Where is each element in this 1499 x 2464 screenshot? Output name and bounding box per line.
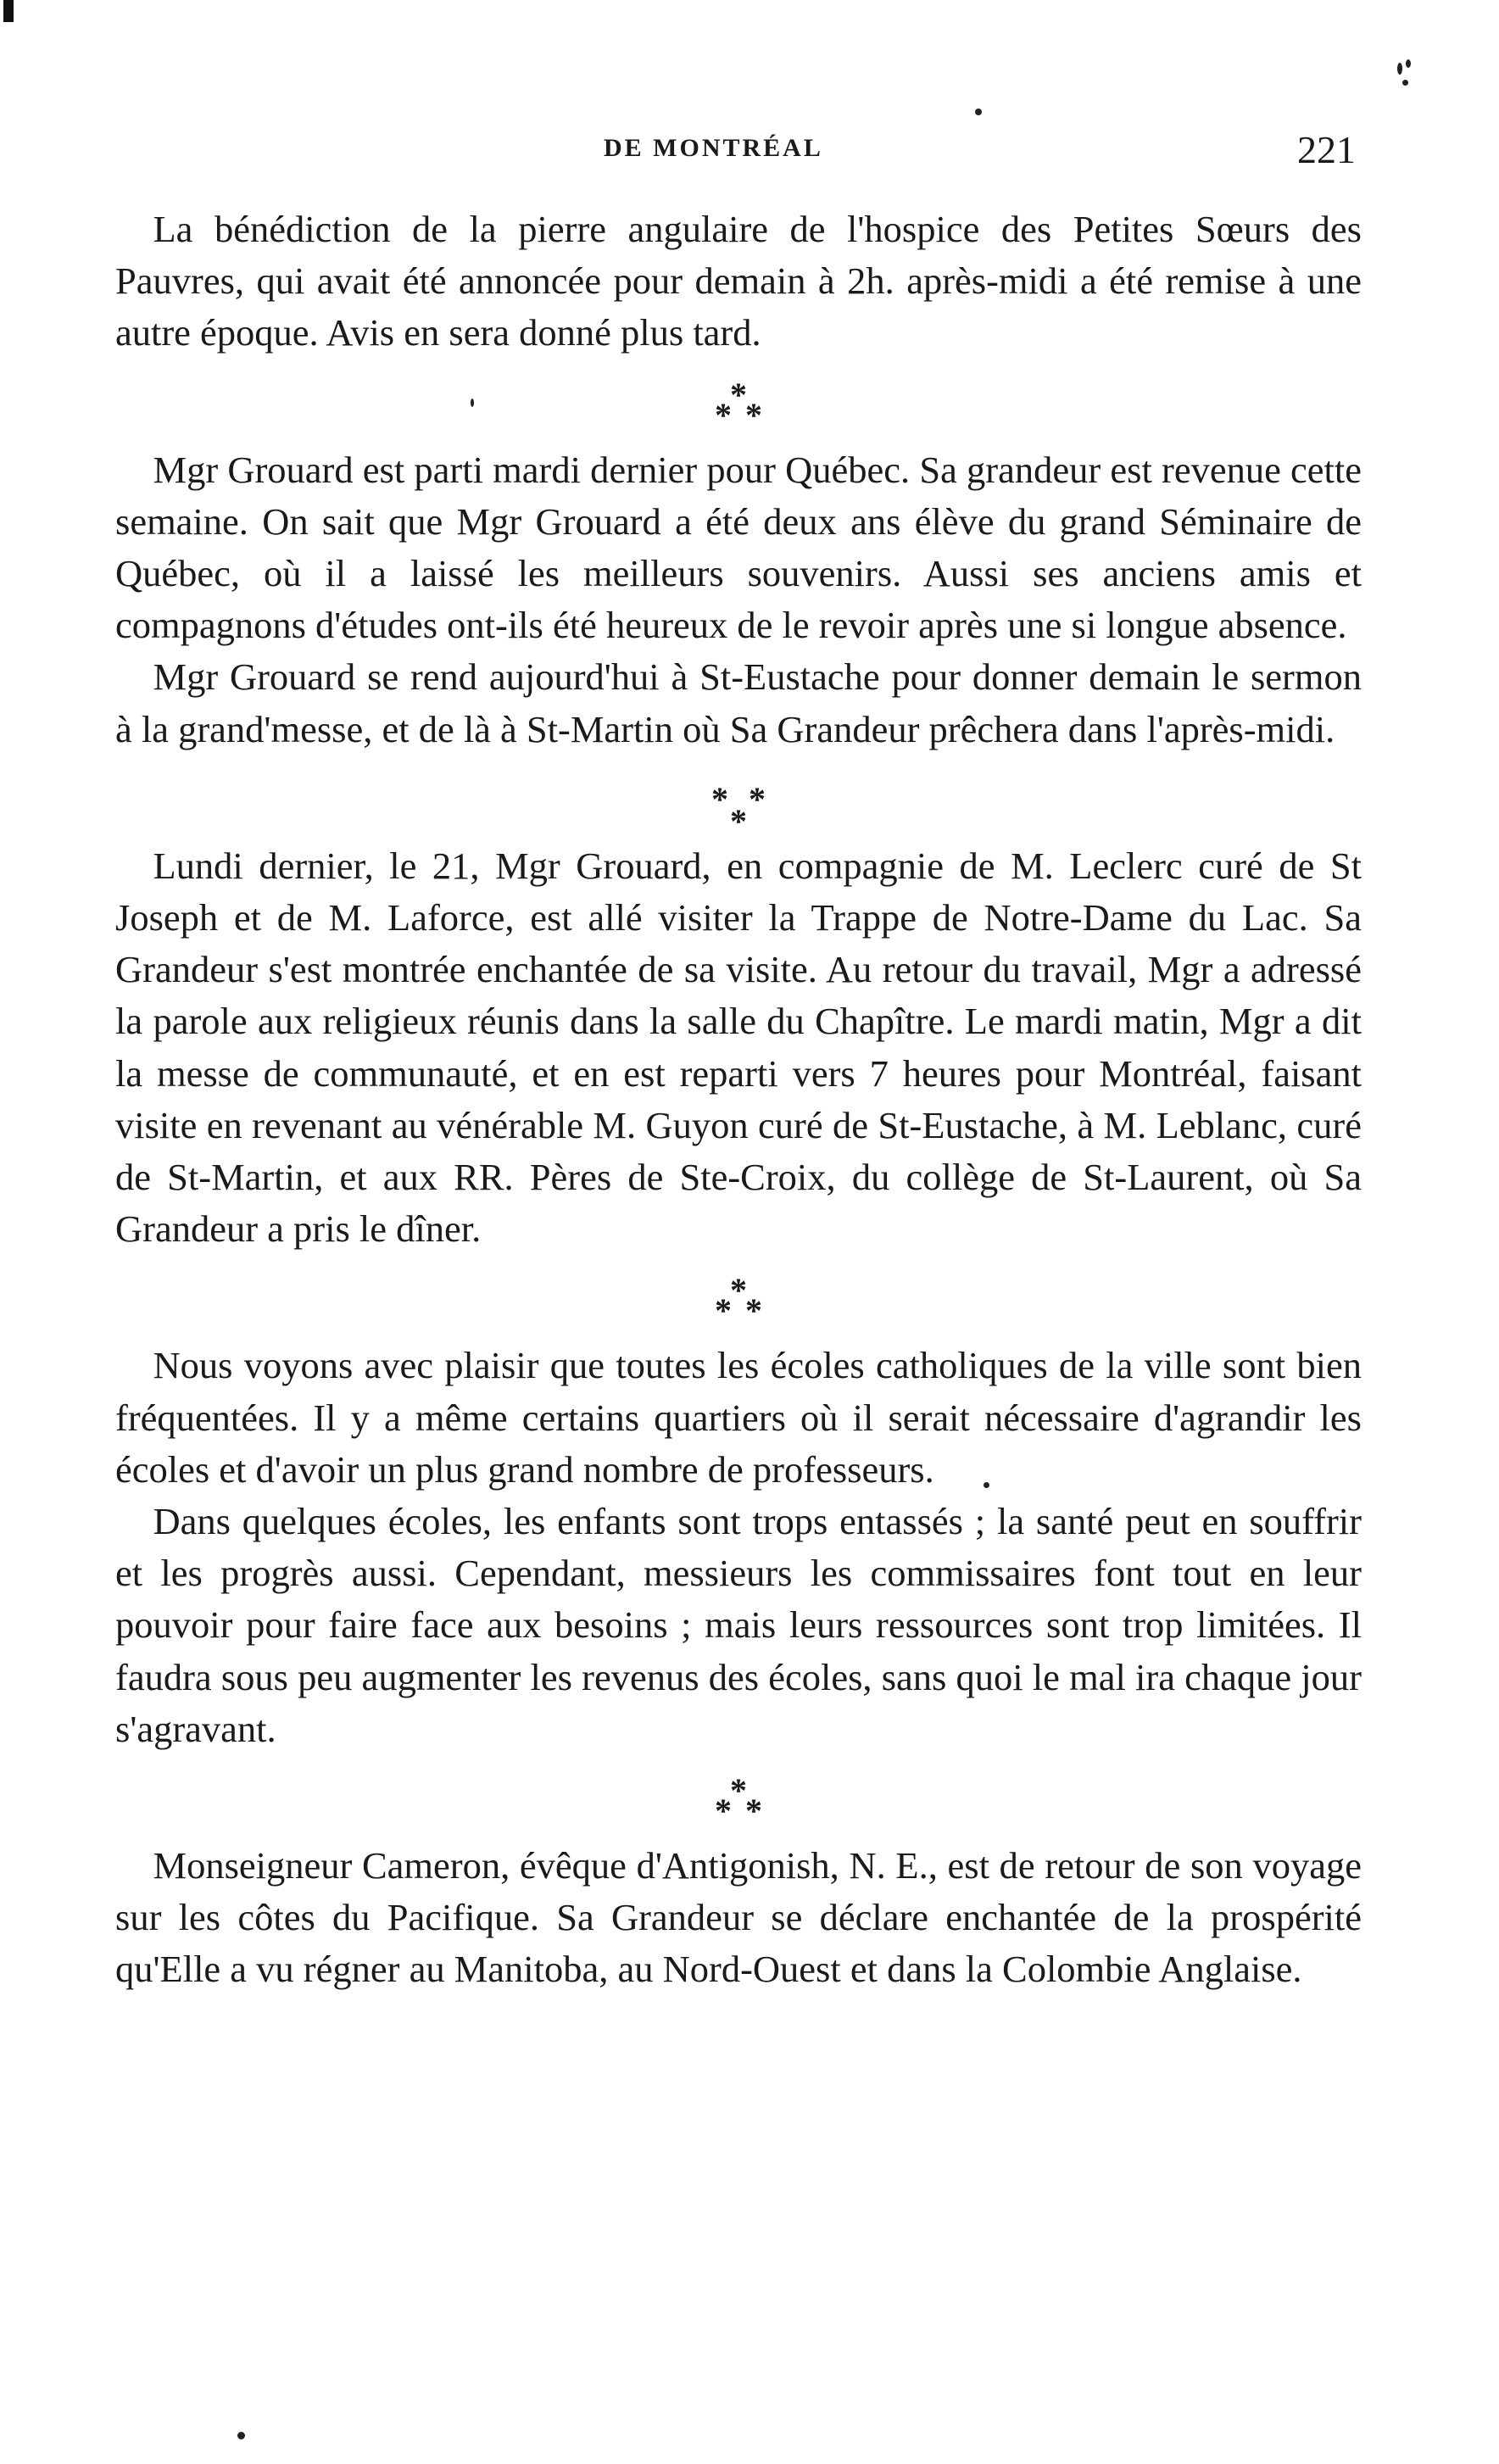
page-number: 221 [1297, 128, 1356, 171]
paragraph: Nous voyons avec plaisir que toutes les écoles catholiques de la ville sont bien fréquentées. Il y a même certains quartiers où il serait nécessaire d'agrandir les écoles et d'avoir un plus grand nombre de professeurs. [115, 1344, 1362, 1491]
asterisk: * [715, 395, 732, 434]
asterisk: * [730, 375, 747, 414]
asterisk: * [745, 1291, 762, 1330]
paragraph: Lundi dernier, le 21, Mgr Grouard, en compagnie de M. Leclerc curé de St Joseph et de M. Laforce, est allé visiter la Trappe de Notre-Dame du Lac. Sa Grandeur s'est montrée enchantée de sa visite. Au retour du travail, Mgr a adressé la parole aux religieux réunis dans la salle du Chapître. Le mardi matin, Mgr a dit la messe de communauté, et en est reparti vers 7 heures pour Montréal, faisant visite en revenant au vénérable M. Guyon curé de St-Eustache, à M. Leblanc, curé de St-Martin, et aux RR. Pères de Ste-Croix, du collège de St-Laurent, où Sa Grandeur a pris le dîner. [115, 844, 1362, 1251]
asterisk: * [730, 1771, 747, 1810]
asterism-separator [115, 360, 1362, 444]
paragraph: Dans quelques écoles, les enfants sont trops entassés ; la santé peut en souffrir et les progrès aussi. Cependant, messieurs les commissaires font tout en leur pouvoir pour faire face aux besoins ; mais leurs ressources sont trop limitées. Il faudra sous peu augmenter les revenus des écoles, sans quoi le mal ira chaque jour s'agravant. [115, 1500, 1362, 1750]
asterism-separator [115, 1255, 1362, 1340]
paragraph: La bénédiction de la pierre angulaire de l'hospice des Petites Sœurs des Pauvres, qui avait été annoncée pour demain à 2h. après-midi a été remise à une autre époque. Avis en sera donné plus tard. [115, 208, 1362, 354]
ink-speck [237, 2432, 245, 2439]
paragraph: Monseigneur Cameron, évêque d'Antigonish, N. E., est de retour de son voyage sur les côtes du Pacifique. Sa Grandeur se déclare enchantée de la prospérité qu'Elle a vu régner au Manitoba, au Nord-Ouest et dans la Colombie Anglaise. [115, 1844, 1362, 1991]
asterisk: * [730, 1271, 747, 1310]
asterisk: * [749, 779, 766, 818]
asterisk: * [711, 779, 728, 818]
asterisk: * [745, 395, 762, 434]
asterisk: * [715, 1291, 732, 1330]
paragraph: Mgr Grouard se rend aujourd'hui à St-Eustache pour donner demain le sermon à la grand'messe, et de là à St-Martin où Sa Grandeur prêchera dans l'après-midi. [115, 655, 1362, 750]
running-head: DE MONTRÉAL [604, 134, 823, 162]
ink-speck [1402, 80, 1408, 86]
paragraph: Mgr Grouard est parti mardi dernier pour Québec. Sa grandeur est revenue cette semaine. On sait que Mgr Grouard a été deux ans élève du grand Séminaire de Québec, où il a laissé les meilleurs souvenirs. Aussi ses anciens amis et compagnons d'études ont-ils été heureux de le revoir après une si longue absence. [115, 448, 1362, 647]
asterisk: * [745, 1792, 762, 1831]
asterisk: * [715, 1792, 732, 1831]
ink-speck [975, 109, 982, 115]
ink-speck [1406, 59, 1411, 68]
asterisk: * [730, 801, 747, 840]
ink-speck [1397, 63, 1402, 75]
article-body [115, 203, 1362, 1996]
corner-ink-mark [3, 0, 14, 22]
page-header [0, 127, 1499, 178]
asterism-separator [115, 1755, 1362, 1840]
asterism-separator [115, 755, 1362, 840]
